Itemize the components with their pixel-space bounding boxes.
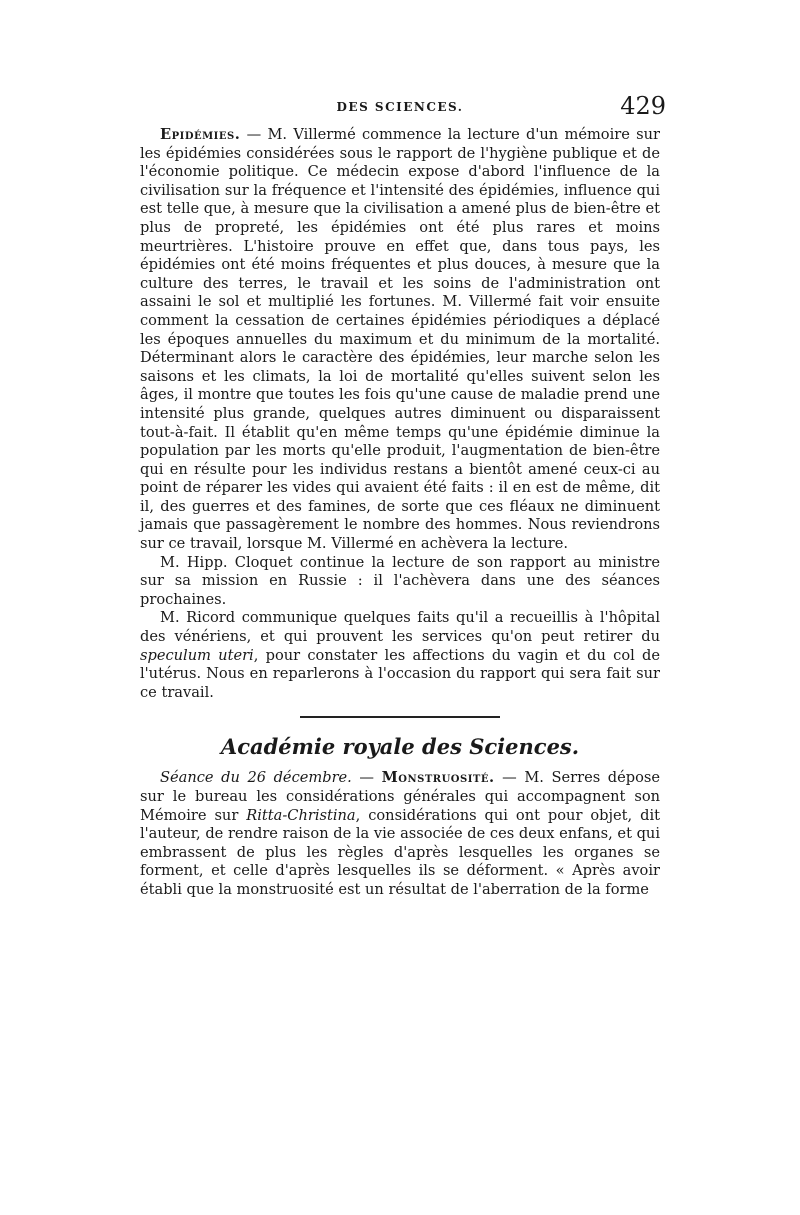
paragraph-seance [140,769,660,899]
session-date: Séance du 26 décembre. [160,769,352,787]
dash: — [494,769,525,787]
paragraph-text: , considérations qui ont pour objet, dit l'auteur, de rendre raison de la vie associée de ces deux enfans, et qui embrassent de plus les règles d'après lesquelles les organes se forment, et celle d'après lesquelles ils se déforment. « Après avoir établi que la monstruosité est un résultat de l'aberration de la forme [140,806,660,898]
paragraph-text: M. Hipp. Cloquet continue la lecture de son rapport au ministre sur sa mission en Russie : il l'achèvera dans une des séances prochaines. [140,553,660,608]
italic-term: Ritta-Christina [246,806,356,824]
paragraph-text: M. Serres dépose sur le bureau les considérations générales qui accompagnent son Mémoire sur [140,769,661,824]
body-text [140,126,660,900]
italic-term: speculum uteri [140,646,254,664]
paragraph-text: M. Ricord communique quelques faits qu'il a recueillis à l'hôpital des vénériens, et qui prouvent les services qu'on peut retirer du [140,609,660,646]
section-heading: Académie royale des Sciences. [220,734,580,760]
dash: — [240,126,268,143]
paragraph-cloquet [140,554,660,610]
running-title: DES SCIENCES. [336,100,464,114]
running-head [140,92,666,126]
paragraph-lead-term: Epidémies. [160,126,241,143]
paragraph-epidemies [140,126,660,554]
section-divider [300,716,500,718]
paragraph-ricord [140,609,660,702]
paragraph-text: , pour constater les affections du vagin et du col de l'utérus. Nous en reparlerons à l'occasion du rapport qui sera fait sur ce travail. [140,646,660,701]
book-page [140,92,666,1012]
dash: — [351,769,382,787]
page-number: 429 [620,92,666,120]
paragraph-text: M. Villermé commence la lecture d'un mémoire sur les épidémies considérées sous le rapport de l'hygiène publique et de l'économie politique. Ce médecin expose d'abord l'influence de la civilisation sur la fréquence et l'intensité des épidémies, influence qui est telle que, à mesure que la civilisation a amené plus de bien-être et plus de propreté, les épidémies ont été plus rares et moins meurtrières. L'histoire prouve en effet que, dans tous pays, les épidémies ont été moins fréquentes et plus douces, à mesure que la culture des terres, le travail et les soins de l'administration ont assaini le sol et multiplié les fortunes. M. Villermé fait voir ensuite comment la cessation de certaines épidémies périodiques a déplacé les époques annuelles du maximum et du minimum de la mortalité. Déterminant alors le caractère des épidémies, leur marche selon les saisons et les climats, la loi de mortalité qu'elles suivent selon les âges, il montre que toutes les fois qu'une cause de maladie prend une intensité plus grande, quelques autres diminuent ou disparaissent tout-à-fait. Il établit qu'en même temps qu'une épidémie diminue la population par les morts qu'elle produit, l'augmentation de bien-être qui en résulte pour les individus restans a bientôt amené ceux-ci au point de réparer les vides qui avaient été faits : il en est de même, dit il, des guerres et des famines, de sorte que ces fléaux ne diminuent jamais que passagèrement le nombre des hommes. Nous reviendrons sur ce travail, lorsque M. Villermé en achèvera la lecture. [140,126,661,553]
paragraph-lead-term: Monstruosité. [381,769,495,787]
